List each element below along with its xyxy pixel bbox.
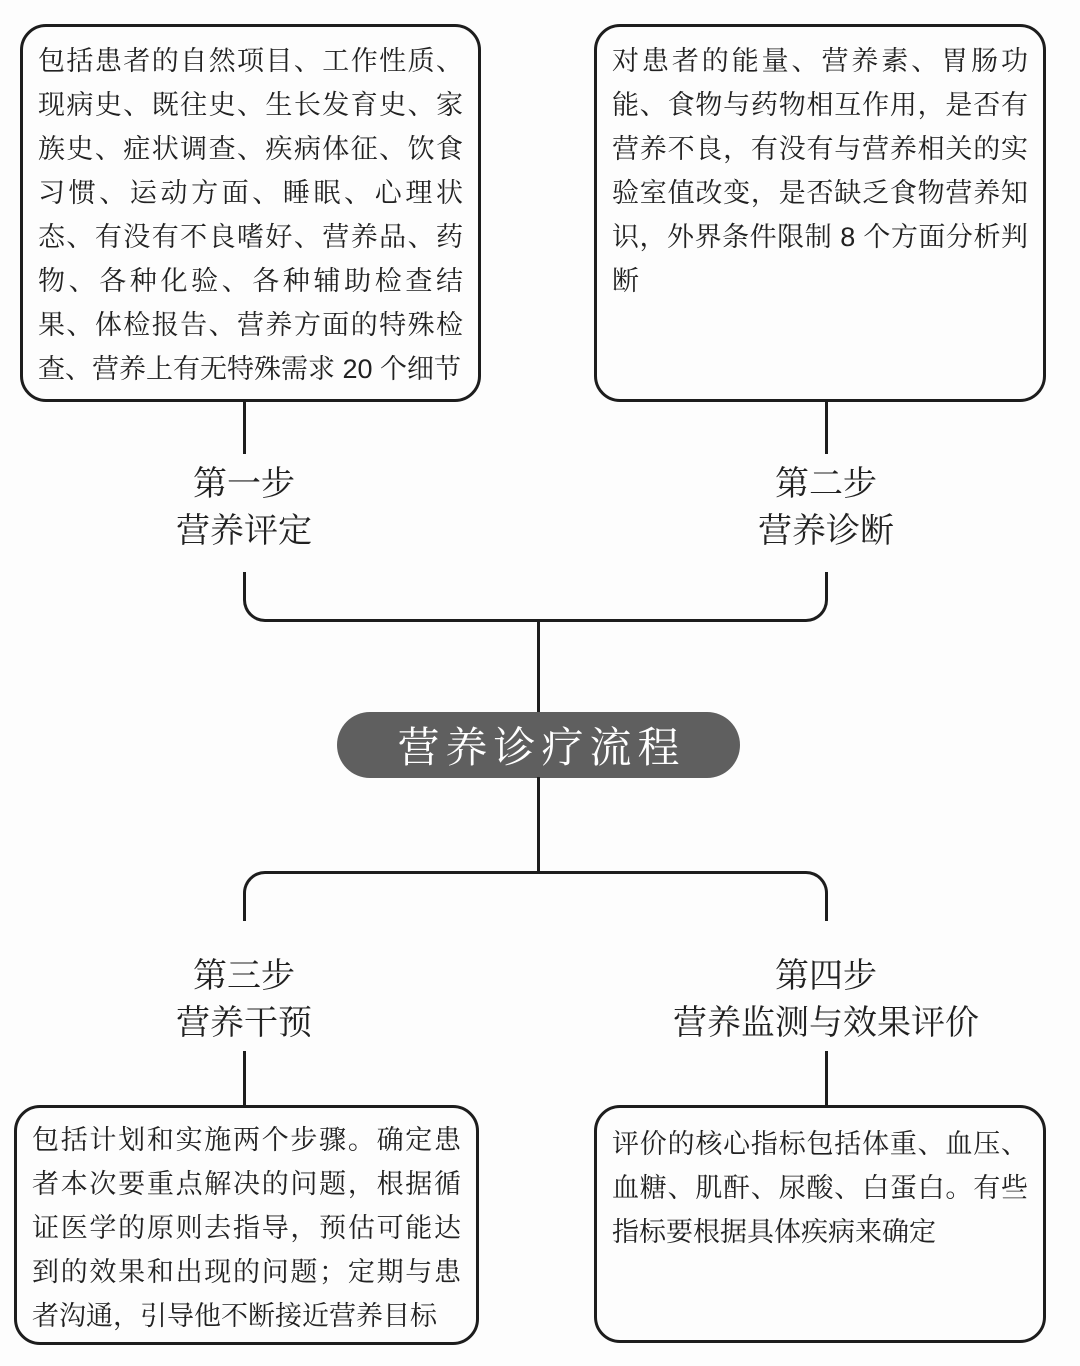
connector-label3-to-box3 [243, 1051, 246, 1106]
step-1-label [74, 461, 414, 555]
connector-label4-to-box4 [825, 1051, 828, 1106]
connector-stem-from-pill-bottom [537, 777, 540, 872]
process-title-pill [337, 712, 740, 778]
process-title-text: 营养诊疗流程 [397, 724, 686, 771]
step-1-number: 第一步 [193, 465, 295, 503]
connector-box1-to-label1 [243, 401, 246, 454]
step-1-detail-text: 包括患者的自然项目、工作性质、现病史、既往史、生长发育史、家族史、症状调查、疾病体征、饮食习惯、运动方面、睡眠、心理状态、有没有不良嗜好、营养品、药物、各种化验、各种辅助检查结果、体检报告、营养方面的特殊检查、营养上有无特殊需求 20 个细节 [38, 46, 463, 384]
connector-merge-bracket-top [243, 572, 828, 622]
step-4-detail-text: 评价的核心指标包括体重、血压、血糖、肌酐、尿酸、白蛋白。有些指标要根据具体疾病来确定 [612, 1129, 1028, 1247]
step-3-name: 营养干预 [176, 1004, 312, 1042]
step-2-detail-text: 对患者的能量、营养素、胃肠功能、食物与药物相互作用，是否有营养不良，有没有与营养相关的实验室值改变，是否缺乏食物营养知识，外界条件限制 8 个方面分析判断 [612, 46, 1028, 296]
step-4-number: 第四步 [775, 957, 877, 995]
step-4-detail-box [594, 1105, 1046, 1343]
step-4-label [656, 953, 996, 1047]
connector-branch-bracket-bottom [243, 871, 828, 921]
step-2-detail-box [594, 24, 1046, 402]
step-1-detail-box [20, 24, 481, 402]
step-2-label [656, 461, 996, 555]
step-4-name: 营养监测与效果评价 [673, 1004, 979, 1042]
step-3-detail-box [14, 1105, 479, 1345]
step-2-number: 第二步 [775, 465, 877, 503]
connector-stem-to-pill-top [537, 620, 540, 713]
connector-box2-to-label2 [825, 401, 828, 454]
step-3-detail-text: 包括计划和实施两个步骤。确定患者本次要重点解决的问题，根据循证医学的原则去指导，预估可能达到的效果和出现的问题；定期与患者沟通，引导他不断接近营养目标 [32, 1125, 461, 1331]
step-1-name: 营养评定 [176, 512, 312, 550]
step-3-label [74, 953, 414, 1047]
step-2-name: 营养诊断 [758, 512, 894, 550]
step-3-number: 第三步 [193, 957, 295, 995]
